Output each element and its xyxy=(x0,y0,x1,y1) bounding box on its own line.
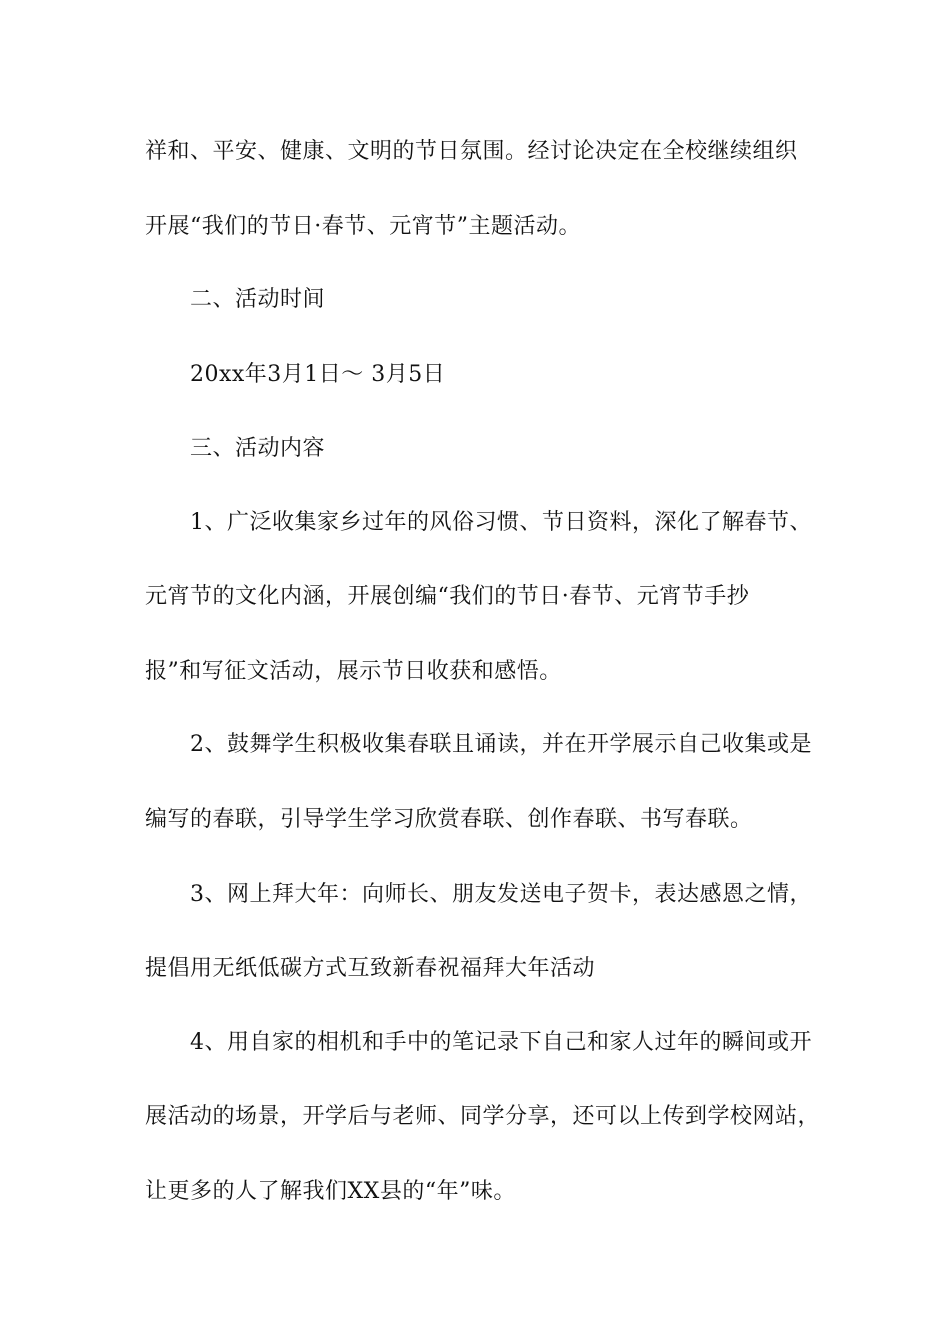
section-heading-activity-time: 二、活动时间 xyxy=(190,287,326,312)
item-3-line-1: 3、网上拜大年：向师长、朋友发送电子贺卡，表达感恩之情， xyxy=(190,882,812,907)
item-4-line-2: 展活动的场景，开学后与老师、同学分享，还可以上传到学校网站， xyxy=(145,1104,821,1129)
item-1-line-1: 1、广泛收集家乡过年的风俗习惯、节日资料，深化了解春节、 xyxy=(190,510,812,535)
item-2-line-2: 编写的春联，引导学生学习欣赏春联、创作春联、书写春联。 xyxy=(145,807,753,832)
item-2-line-1: 2、鼓舞学生积极收集春联且诵读，并在开学展示自己收集或是 xyxy=(190,732,812,757)
activity-date-range: 20xx年3月1日～ 3月5日 xyxy=(190,362,446,387)
item-1-line-2: 元宵节的文化内涵，开展创编“我们的节日·春节、元宵节手抄 xyxy=(145,584,750,609)
item-4-line-1: 4、用自家的相机和手中的笔记录下自己和家人过年的瞬间或开 xyxy=(190,1030,812,1055)
section-heading-activity-content: 三、活动内容 xyxy=(190,436,326,461)
item-1-line-3: 报”和写征文活动，展示节日收获和感悟。 xyxy=(145,659,562,684)
item-3-line-2: 提倡用无纸低碳方式互致新春祝福拜大年活动 xyxy=(145,956,596,981)
item-4-line-3: 让更多的人了解我们XX县的“年”味。 xyxy=(145,1179,516,1204)
paragraph-line-2: 开展“我们的节日·春节、元宵节”主题活动。 xyxy=(145,214,581,239)
paragraph-line-1: 祥和、平安、健康、文明的节日氛围。经讨论决定在全校继续组织 xyxy=(145,139,798,164)
